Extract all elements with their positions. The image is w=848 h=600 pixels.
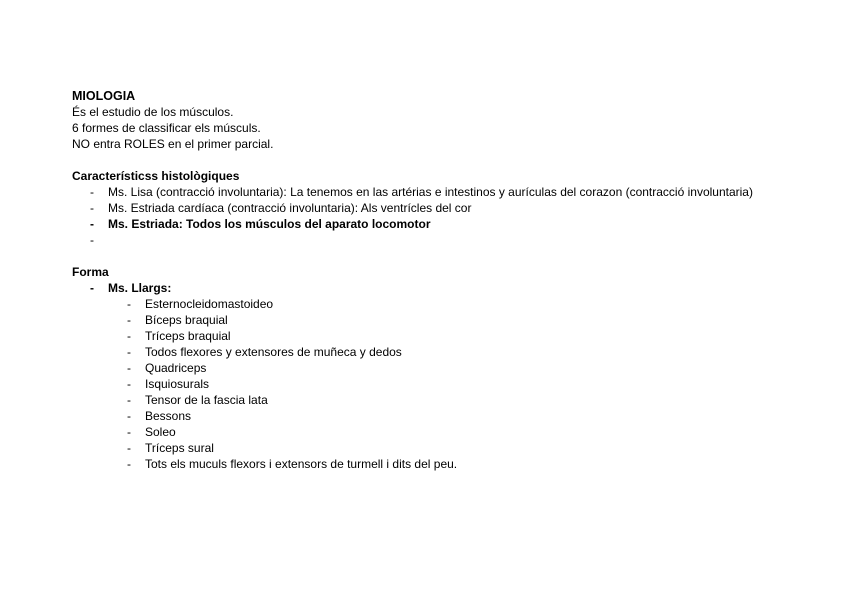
sublist-item-text: Todos flexores y extensores de muñeca y dedos	[145, 345, 402, 359]
list-item-text: Ms. Estriada cardíaca (contracció involuntaria): Als ventrícles del cor	[108, 201, 472, 215]
list-item	[72, 200, 792, 216]
sublist-item-text: Quadriceps	[145, 361, 207, 375]
bullet-dash: -	[90, 233, 94, 247]
bullet-dash: -	[127, 345, 131, 359]
list-item	[72, 216, 792, 232]
sublist-item	[72, 376, 792, 392]
sublist-item	[72, 392, 792, 408]
sublist-item-text: Tensor de la fascia lata	[145, 393, 268, 407]
sublist-item	[72, 424, 792, 440]
list-item	[72, 280, 792, 296]
forma-sublist	[72, 296, 792, 472]
section-heading-histology: Característicss histològiques	[72, 169, 240, 183]
spacer	[72, 152, 792, 168]
forma-list	[72, 280, 792, 296]
bullet-dash: -	[127, 457, 131, 471]
sublist-item-text: Soleo	[145, 425, 176, 439]
sublist-item-text: Esternocleidomastoideo	[145, 297, 274, 311]
bullet-dash: -	[90, 281, 94, 295]
bullet-dash: -	[127, 313, 131, 327]
bullet-dash: -	[127, 377, 131, 391]
bullet-dash: -	[127, 329, 131, 343]
sublist-item-text: Tots els muculs flexors i extensors de turmell i dits del peu.	[145, 457, 458, 471]
intro-line: 6 formes de classificar els músculs.	[72, 121, 261, 135]
bullet-dash: -	[90, 185, 94, 199]
sublist-item	[72, 360, 792, 376]
bullet-dash: -	[127, 297, 131, 311]
intro-line: És el estudio de los músculos.	[72, 105, 234, 119]
sublist-item	[72, 312, 792, 328]
list-item-text: Ms. Lisa (contracció involuntaria): La tenemos en las artérias e intestinos y aurículas del corazon (contracció involuntaria)	[108, 185, 753, 199]
list-item	[72, 232, 792, 248]
section-heading-forma: Forma	[72, 265, 109, 279]
bullet-dash: -	[90, 217, 94, 231]
sublist-item-text: Bíceps braquial	[145, 313, 228, 327]
sublist-item-text: Bessons	[145, 409, 192, 423]
sublist-item	[72, 440, 792, 456]
bullet-dash: -	[127, 425, 131, 439]
list-item-text: Ms. Estriada: Todos los músculos del aparato locomotor	[108, 217, 431, 231]
sublist-item	[72, 328, 792, 344]
sublist-item	[72, 296, 792, 312]
sublist-item	[72, 408, 792, 424]
sublist-item-text: Tríceps braquial	[145, 329, 231, 343]
sublist-item	[72, 456, 792, 472]
sublist-item-text: Tríceps sural	[145, 441, 214, 455]
bullet-dash: -	[127, 409, 131, 423]
list-item	[72, 184, 792, 200]
bullet-dash: -	[127, 441, 131, 455]
list-item-text: Ms. Llargs:	[108, 281, 172, 295]
document-title: MIOLOGIA	[72, 89, 136, 103]
bullet-dash: -	[127, 361, 131, 375]
bullet-dash: -	[90, 201, 94, 215]
bullet-dash: -	[127, 393, 131, 407]
sublist-item	[72, 344, 792, 360]
sublist-item-text: Isquiosurals	[145, 377, 210, 391]
histology-list	[72, 184, 792, 248]
document-content	[72, 88, 792, 472]
spacer	[72, 248, 792, 264]
intro-line: NO entra ROLES en el primer parcial.	[72, 137, 274, 151]
